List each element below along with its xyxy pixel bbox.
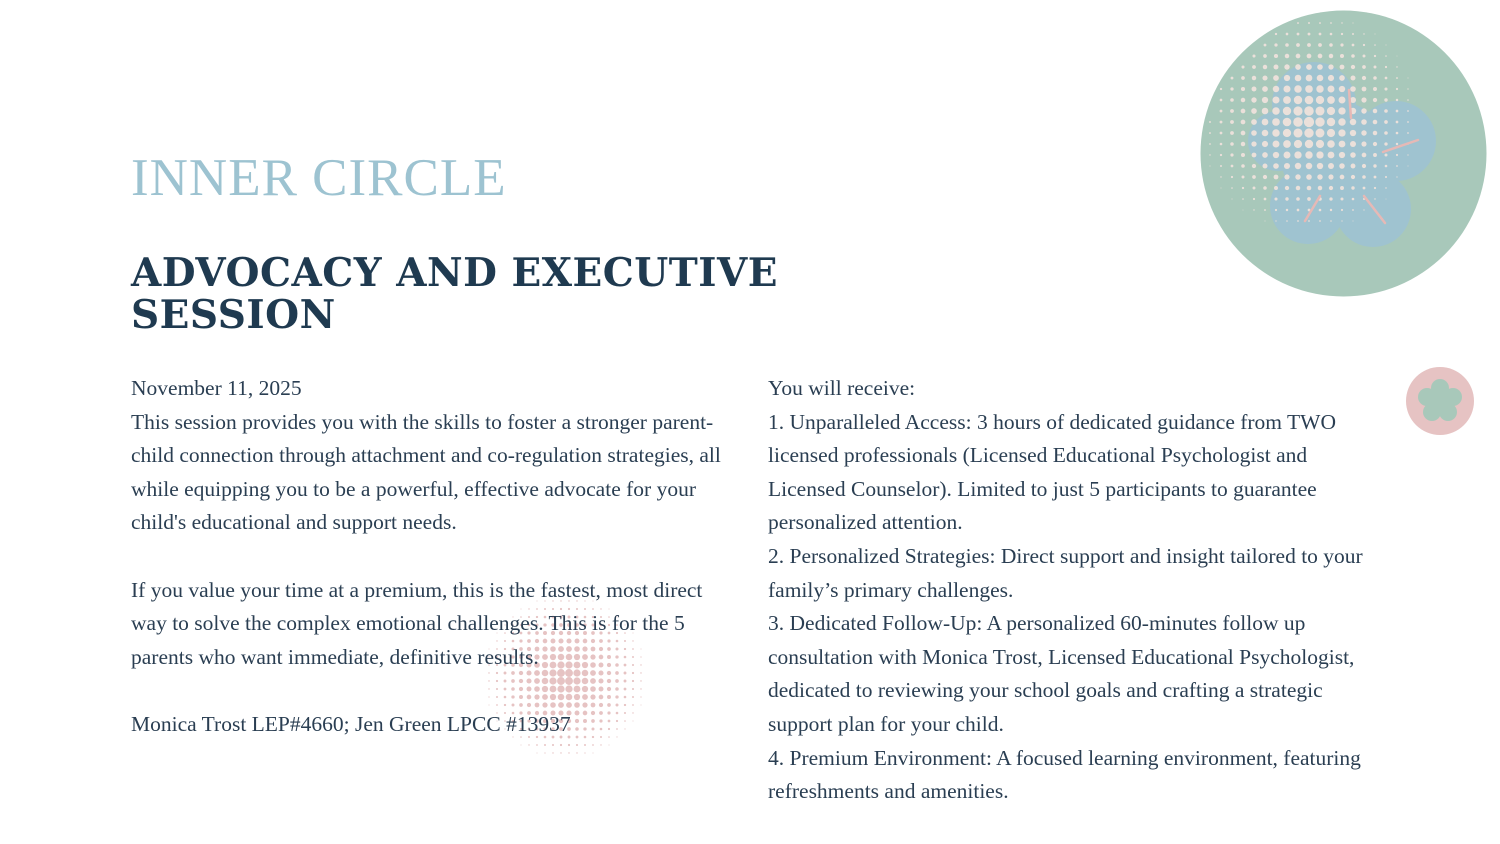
intro-paragraph: This session provides you with the skills to foster a stronger parent-child connection through attachment and co-regulation strategies, all while equipping you to be a powerful, effective advocate for your child's educational and support needs.	[131, 409, 721, 535]
spacer	[131, 674, 721, 708]
benefits-heading: You will receive:	[768, 376, 916, 400]
pitch-paragraph: If you value your time at a premium, this is the fastest, most direct way to solve the complex emotional challenges. This is for the 5 parents who want immediate, definitive results.	[131, 577, 703, 669]
small-flower-circle-graphic	[1403, 365, 1477, 437]
benefit-item: 4. Premium Environment: A focused learning environment, featuring refreshments and amenities.	[768, 745, 1361, 804]
benefit-item: 1. Unparalleled Access: 3 hours of dedicated guidance from TWO licensed professionals (Licensed Educational Psychologist and Licensed Counselor). Limited to just 5 participants to guarantee personalized attention.	[768, 409, 1336, 535]
benefit-item: 3. Dedicated Follow-Up: A personalized 60-minutes follow up consultation with Monica Trost, Licensed Educational Psychologist, dedicated to reviewing your school goals and crafting a strategic support plan for your child.	[768, 611, 1355, 736]
large-flower-circle-graphic	[1196, 6, 1491, 301]
right-column	[768, 372, 1368, 809]
slide-kicker: INNER CIRCLE	[131, 149, 507, 207]
credentials: Monica Trost LEP#4660; Jen Green LPCC #13937	[131, 711, 571, 736]
slide-title: ADVOCACY AND EXECUTIVE SESSION	[131, 250, 779, 338]
benefit-item: 2. Personalized Strategies: Direct support and insight tailored to your family’s primary challenges.	[768, 543, 1363, 602]
left-column	[131, 372, 721, 742]
spacer	[131, 540, 721, 574]
session-date: November 11, 2025	[131, 376, 302, 400]
